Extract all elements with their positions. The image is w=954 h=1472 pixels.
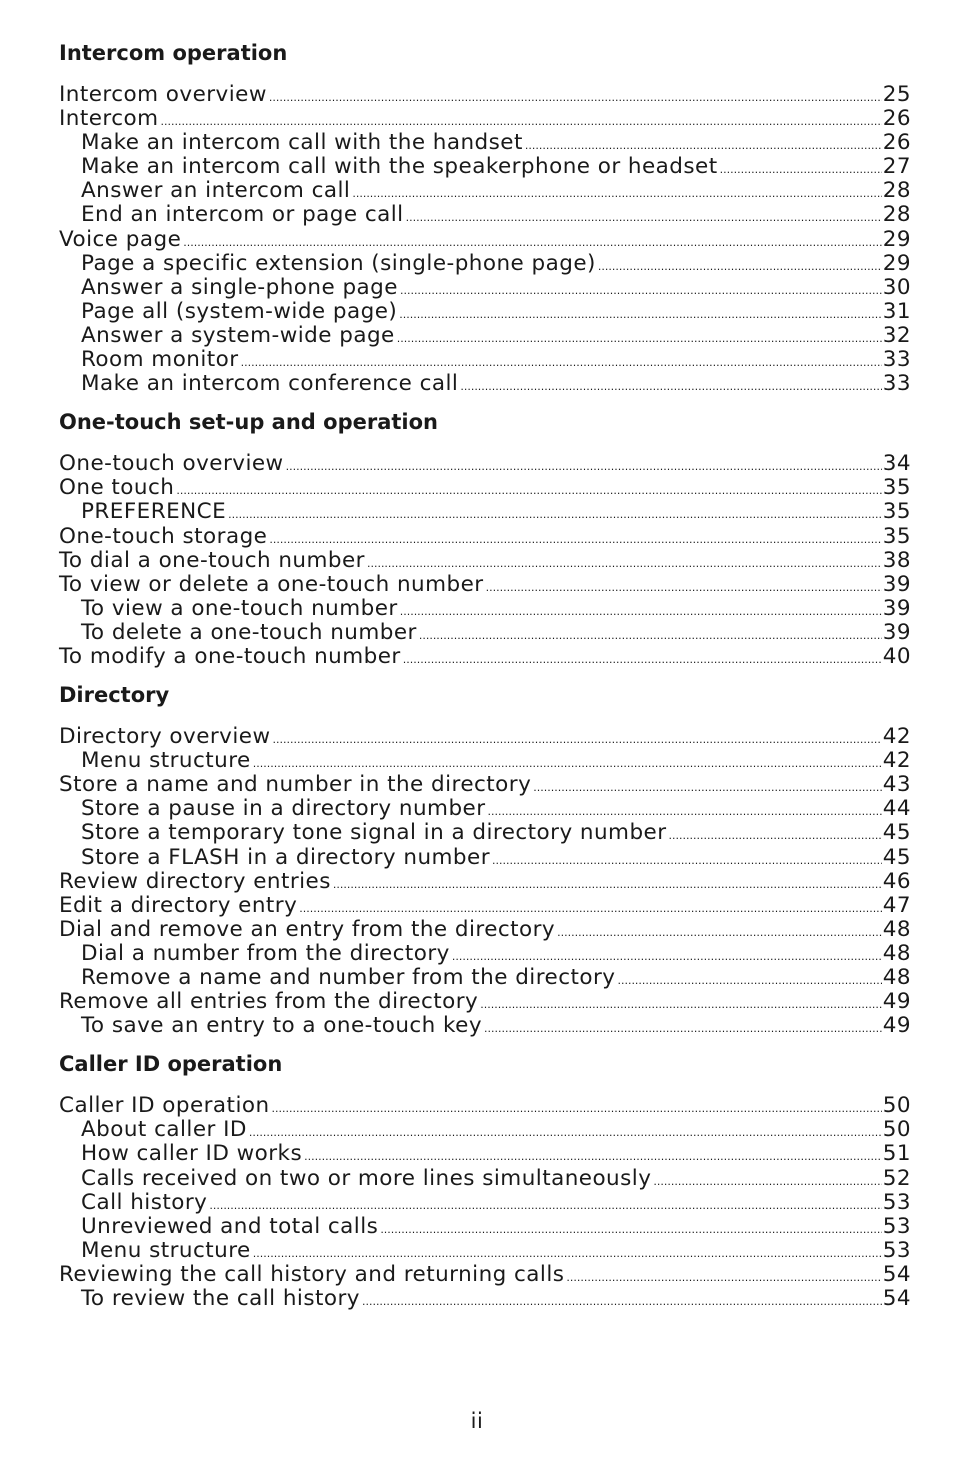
toc-section [59, 38, 911, 396]
toc-entry [59, 1263, 911, 1287]
toc-page-number: 54 [882, 1286, 911, 1312]
toc-subentry [59, 300, 911, 324]
section-heading: Intercom operation [59, 41, 288, 65]
toc-subentry [59, 179, 911, 203]
toc-subentry [59, 324, 911, 348]
toc-entry-title: Dial a number from the directory [81, 940, 450, 966]
dot-leader [406, 206, 882, 230]
toc-page-number: 27 [882, 154, 911, 180]
toc-page-number: 30 [882, 274, 911, 300]
toc-page-number: 29 [882, 250, 911, 276]
toc-entry-title: Call history [81, 1189, 208, 1215]
dot-leader [557, 921, 882, 945]
toc-subentry [59, 597, 911, 621]
toc-entry-title: Menu structure [81, 1237, 251, 1263]
toc-page-number: 35 [882, 523, 911, 549]
toc-subentry [59, 131, 911, 155]
toc-subentry [59, 1191, 911, 1215]
toc-entry-title: Answer an intercom call [81, 178, 351, 204]
toc-page-number: 50 [882, 1117, 911, 1143]
toc-entry-title: Calls received on two or more lines simultaneously [81, 1165, 652, 1191]
toc-page-number: 49 [882, 989, 911, 1015]
toc-subentry [59, 348, 911, 372]
toc-page-number: 53 [882, 1237, 911, 1263]
toc-entry-title: About caller ID [81, 1117, 247, 1143]
toc-entry [59, 870, 911, 894]
dot-leader [272, 728, 881, 752]
toc-entry-title: Dial and remove an entry from the directory [59, 916, 556, 942]
toc-page-number: 33 [882, 347, 911, 373]
toc-entry-title: Menu structure [81, 748, 251, 774]
dot-leader [566, 1266, 881, 1290]
toc-entry-title: Voice page [59, 226, 182, 252]
toc-entry [59, 894, 911, 918]
toc-subentry [59, 621, 911, 645]
dot-leader [352, 182, 881, 206]
toc-entry-title: One touch [59, 475, 175, 501]
toc-entry-title: Room monitor [81, 347, 239, 373]
toc-entry-title: To view or delete a one-touch number [59, 571, 484, 597]
section-heading: One-touch set-up and operation [59, 410, 438, 435]
dot-leader [249, 1121, 882, 1145]
toc-page-number: 48 [882, 940, 911, 966]
toc-entry [59, 573, 911, 597]
dot-leader [653, 1170, 881, 1194]
toc-page-number: 43 [882, 772, 911, 798]
toc-entry-title: Edit a directory entry [59, 892, 298, 918]
toc-page-number: 32 [882, 322, 911, 348]
toc-page-number: 39 [882, 571, 911, 597]
toc-page-number: 28 [882, 202, 911, 228]
toc-subentry [59, 203, 911, 227]
toc-entry-title: One-touch storage [59, 523, 268, 549]
toc-entry-title: Review directory entries [59, 868, 331, 894]
toc-entry-title: Store a FLASH in a directory number [81, 844, 490, 870]
toc-page-number: 34 [882, 451, 911, 477]
toc-entry-title: Make an intercom call with the handset [81, 130, 523, 156]
dot-leader [598, 255, 882, 279]
toc-entry-title: Unreviewed and total calls [81, 1213, 379, 1239]
toc-entry-title: Page all (system-wide page) [81, 298, 398, 324]
toc-entry [59, 918, 911, 942]
toc-page-number: 46 [882, 868, 911, 894]
toc-page-number: 40 [882, 643, 911, 669]
toc-entry-title: To delete a one-touch number [81, 619, 417, 645]
page-number: ii [470, 1409, 484, 1433]
toc-entry-title: Answer a system-wide page [81, 322, 395, 348]
toc-page-number: 52 [882, 1165, 911, 1191]
toc-subentry [59, 276, 911, 300]
toc-entry-title: To save an entry to a one-touch key [81, 1013, 483, 1039]
toc-subentry [59, 372, 911, 396]
toc-page-number: 48 [882, 965, 911, 990]
dot-leader [486, 576, 882, 600]
dot-leader [533, 776, 881, 800]
toc-entry-title: Directory overview [59, 724, 271, 750]
dot-leader [492, 849, 882, 873]
toc-entry-title: Store a pause in a directory number [81, 796, 486, 822]
toc-entry-title: Store a name and number in the directory [59, 772, 532, 798]
toc-entry-title: To modify a one-touch number [59, 643, 401, 669]
toc-entry [59, 725, 911, 749]
dot-leader [484, 1017, 882, 1041]
dot-leader [460, 375, 881, 399]
toc-page-number: 26 [882, 106, 911, 132]
toc-entry-title: To review the call history [81, 1286, 360, 1312]
toc-page-number: 38 [882, 547, 911, 573]
toc-entry-list [59, 452, 911, 669]
dot-leader [269, 86, 882, 110]
toc-entry-title: Intercom [59, 106, 159, 132]
toc-entry-title: How caller ID works [81, 1141, 303, 1167]
dot-leader [176, 479, 881, 503]
dot-leader [397, 327, 882, 351]
toc-page-number: 51 [882, 1141, 911, 1167]
toc-page-number: 44 [882, 796, 911, 822]
toc-page-number: 31 [882, 298, 911, 324]
table-of-contents [59, 38, 911, 1322]
toc-entry-title: Reviewing the call history and returning calls [59, 1261, 565, 1287]
toc-entry [59, 452, 911, 476]
toc-subentry [59, 846, 911, 870]
toc-page-number: 49 [882, 1013, 911, 1039]
dot-leader [669, 824, 882, 848]
toc-entry [59, 525, 911, 549]
toc-subentry [59, 252, 911, 276]
toc-entry [59, 990, 911, 1014]
toc-subentry [59, 797, 911, 821]
dot-leader [272, 1097, 882, 1121]
toc-subentry [59, 1287, 911, 1311]
toc-entry [59, 645, 911, 669]
toc-entry-title: Intercom overview [59, 82, 267, 107]
toc-page-number: 39 [882, 595, 911, 621]
toc-page-number: 42 [882, 748, 911, 774]
toc-page-number: 33 [882, 371, 911, 397]
toc-entry-title: Answer a single-phone page [81, 274, 398, 300]
toc-entry-title: To dial a one-touch number [59, 547, 365, 573]
toc-subentry [59, 749, 911, 773]
dot-leader [399, 303, 882, 327]
dot-leader [617, 969, 881, 993]
toc-page-number: 26 [882, 130, 911, 156]
toc-page-number: 29 [882, 226, 911, 252]
dot-leader [480, 993, 882, 1017]
toc-subentry [59, 942, 911, 966]
toc-entry-title: Remove all entries from the directory [59, 989, 479, 1015]
dot-leader [400, 279, 882, 303]
toc-page-number: 45 [882, 844, 911, 870]
toc-entry [59, 228, 911, 252]
toc-page-number: 47 [882, 892, 911, 918]
toc-subentry [59, 1239, 911, 1263]
toc-subentry [59, 966, 911, 990]
toc-page-number: 42 [882, 724, 911, 750]
toc-subentry [59, 500, 911, 524]
toc-page-number: 25 [882, 82, 911, 107]
toc-page-number: 48 [882, 916, 911, 942]
toc-page-number: 28 [882, 178, 911, 204]
toc-entry-title: One-touch overview [59, 451, 284, 477]
toc-entry-title: Store a temporary tone signal in a directory number [81, 820, 667, 846]
toc-page-number: 35 [882, 475, 911, 501]
toc-subentry [59, 821, 911, 845]
dot-leader [286, 455, 882, 479]
toc-entry [59, 549, 911, 573]
toc-subentry [59, 1014, 911, 1038]
dot-leader [333, 873, 882, 897]
toc-page-number: 35 [882, 499, 911, 525]
toc-entry-title: End an intercom or page call [81, 202, 404, 228]
toc-entry-title: Make an intercom conference call [81, 371, 459, 397]
toc-page-number: 39 [882, 619, 911, 645]
toc-page-number: 53 [882, 1189, 911, 1215]
dot-leader [419, 624, 882, 648]
toc-subentry [59, 1118, 911, 1142]
dot-leader [380, 1218, 881, 1242]
toc-page-number: 45 [882, 820, 911, 846]
toc-entry-title: PREFERENCE [81, 499, 227, 525]
dot-leader [720, 158, 882, 182]
toc-subentry [59, 155, 911, 179]
toc-entry-list [59, 1094, 911, 1311]
toc-entry-title: Remove a name and number from the directory [81, 965, 616, 990]
section-heading: Directory [59, 683, 170, 708]
toc-entry-title: To view a one-touch number [81, 595, 398, 621]
dot-leader [362, 1290, 882, 1314]
dot-leader [403, 648, 882, 672]
dot-leader [228, 503, 882, 527]
toc-entry [59, 1094, 911, 1118]
toc-subentry [59, 1167, 911, 1191]
section-heading: Caller ID operation [59, 1052, 283, 1077]
toc-page-number: 54 [882, 1261, 911, 1287]
toc-entry-title: Page a specific extension (single-phone page) [81, 250, 596, 276]
toc-subentry [59, 1142, 911, 1166]
toc-entry [59, 773, 911, 797]
toc-entry-list [59, 725, 911, 1038]
dot-leader [400, 600, 882, 624]
toc-entry [59, 476, 911, 500]
toc-subentry [59, 1215, 911, 1239]
toc-section [59, 407, 911, 669]
toc-entry-title: Caller ID operation [59, 1093, 270, 1119]
toc-section [59, 680, 911, 1038]
toc-page-number: 53 [882, 1213, 911, 1239]
toc-entry-list [59, 83, 911, 396]
toc-page-number: 50 [882, 1093, 911, 1119]
toc-entry [59, 107, 911, 131]
toc-entry-title: Make an intercom call with the speakerphone or headset [81, 154, 718, 180]
toc-section [59, 1049, 911, 1311]
toc-entry [59, 83, 911, 107]
